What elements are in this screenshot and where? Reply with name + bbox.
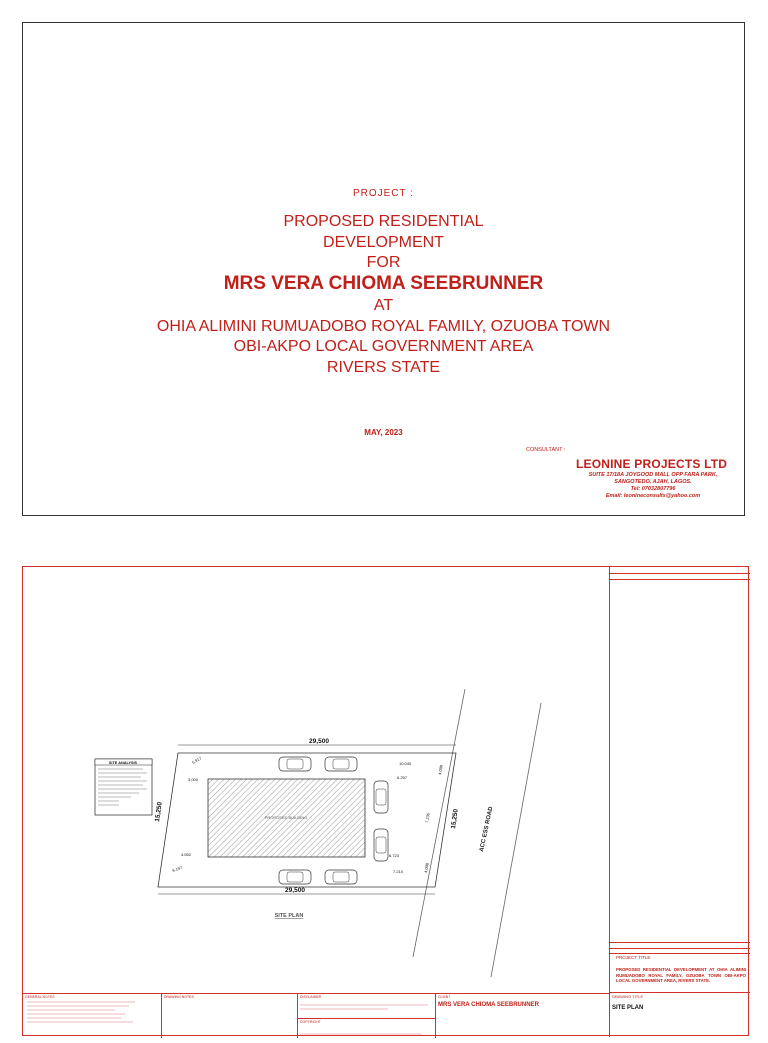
car-icon (325, 757, 357, 771)
dim-2: 4.552 (181, 852, 192, 857)
dim-5: 6.723 (389, 853, 400, 858)
location-line-3: RIVERS STATE (326, 359, 441, 376)
consultant-email: Email: leonineconsults@yahoo.com (605, 493, 701, 499)
consultant-address-1: SUITE 17/18A JOYGOOD MALL OPP FARA PARK, (588, 472, 718, 478)
location-line-2: OBI-AKPO LOCAL GOVERNMENT AREA (233, 338, 534, 355)
client-name-value: MRS VERA CHIOMA SEEBRUNNER (438, 1002, 539, 1008)
client-name: MRS VERA CHIOMA SEEBRUNNER (223, 273, 544, 294)
width-bottom: 29,500 (285, 887, 305, 894)
disclaimer-text-lines (298, 1003, 432, 1013)
site-plan-drawing (23, 567, 609, 993)
divider (610, 953, 750, 954)
dim-4: 10.040 (399, 761, 412, 766)
site-analysis-title: SITE ANALYSIS (108, 761, 138, 765)
consultant-tel: Tel: 07032807796 (630, 486, 676, 492)
consultant-name: LEONINE PROJECTS LTD (576, 457, 728, 471)
car-icon (325, 870, 357, 884)
car-icon (374, 781, 388, 813)
divider (610, 942, 750, 943)
title-line-1: PROPOSED RESIDENTIAL (283, 213, 484, 230)
divider (610, 573, 750, 574)
cover-sheet (22, 22, 745, 516)
at-label: AT (373, 297, 394, 314)
copyright-text-lines (298, 1030, 432, 1038)
building-label: PROPOSED BUILDING (264, 815, 308, 820)
notes-row (23, 993, 609, 1038)
site-analysis-box (95, 759, 152, 815)
depth-left: 15,250 (154, 801, 164, 823)
dim-7: 4.000 (437, 764, 444, 776)
drawing-title: SITE PLAN (612, 1005, 644, 1011)
project-label: PROJECT : (352, 188, 415, 199)
consultant-label: CONSULTANT : (526, 447, 566, 453)
title-line-2: DEVELOPMENT (323, 234, 444, 251)
drawing-notes-label: DRAWING NOTES (164, 995, 194, 999)
notes-lines (23, 1000, 161, 1029)
dim-3: 6.257 (397, 775, 408, 780)
divider (610, 579, 750, 580)
disclaimer-label: DISCLAIMER (300, 995, 322, 999)
depth-right: 15,250 (450, 808, 460, 830)
dim-11: 7.235 (424, 812, 431, 824)
title-line-3: FOR (366, 254, 401, 271)
car-icon (279, 757, 311, 771)
project-title: PROPOSED RESIDENTIAL DEVELOPMENT AT OHIA ALIMINI RUMUADOBO ROYAL FAMILY, OZUOBA TOWN OBI-AKPO LOCAL GOVERNMENT AREA, RIVERS STATE. (616, 967, 746, 983)
car-icon (374, 829, 388, 861)
consultant-info (563, 472, 743, 500)
drawing-title-label: DRAWING TITLE (612, 994, 644, 999)
general-notes-label: GENERAL NOTES (25, 995, 55, 999)
copyright-label: COPYRIGHT (300, 1020, 321, 1024)
location-line-1: OHIA ALIMINI RUMUADOBO ROYAL FAMILY, OZUOBA TOWN (156, 318, 611, 335)
consultant-address-2: SANGOTEDO, AJAH, LAGOS. (614, 479, 692, 485)
car-icon (279, 870, 311, 884)
project-title-label: PROJECT TITLE (616, 955, 651, 960)
general-notes-cell (23, 994, 161, 1038)
width-top: 29,500 (309, 738, 329, 745)
dim-9: 5.917 (191, 755, 203, 765)
road-label: ACC ESS ROAD (479, 806, 495, 853)
disclaimer-cell (297, 994, 436, 1038)
site-plan-sheet (22, 566, 749, 1036)
dim-6: 7.210 (393, 869, 404, 874)
dim-1: 3.000 (188, 777, 199, 782)
divider (610, 948, 750, 949)
site-plan-title: SITE PLAN (274, 913, 304, 919)
road-edge-2 (491, 703, 541, 977)
client-cell (435, 994, 610, 1038)
title-block-column (609, 567, 750, 1037)
dim-8: 4.000 (423, 862, 430, 874)
date-label: MAY, 2023 (364, 428, 403, 437)
drawing-notes-cell (161, 994, 298, 1038)
divider (610, 992, 750, 993)
client-label: CLIENT (438, 995, 451, 999)
dim-10: 6.197 (171, 864, 183, 873)
